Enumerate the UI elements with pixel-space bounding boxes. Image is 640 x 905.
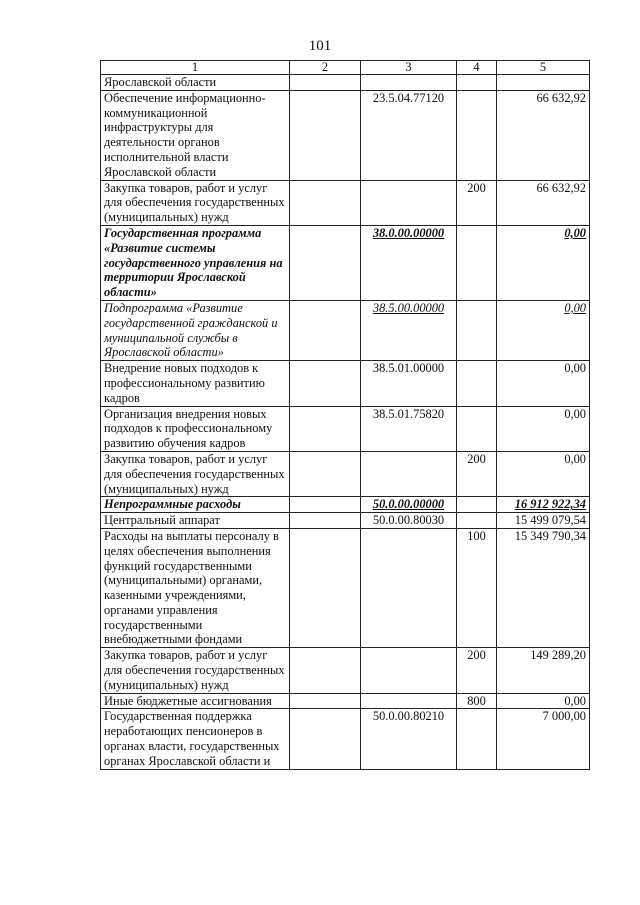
row-amount: 0,00 — [497, 406, 590, 451]
row-type — [457, 709, 497, 769]
row-code — [361, 528, 457, 647]
row-type: 100 — [457, 528, 497, 647]
page-number: 101 — [308, 38, 332, 54]
table-row — [101, 451, 590, 496]
header-col-1: 1 — [101, 61, 290, 75]
row-type — [457, 90, 497, 180]
row-code: 38.5.01.00000 — [361, 361, 457, 406]
row-name: Закупка товаров, работ и услуг для обеспечения государственных (муниципальных) нужд — [101, 180, 290, 225]
row-code: 50.0.00.80030 — [361, 513, 457, 529]
row-name: Обеспечение информационно-коммуникационной инфраструктуры для деятельности органов исполнительной власти Ярославской области — [101, 90, 290, 180]
row-amount: 66 632,92 — [497, 90, 590, 180]
row-name: Государственная поддержка неработающих пенсионеров в органах власти, государственных органах Ярославской области и — [101, 709, 290, 769]
table-row — [101, 513, 590, 529]
row-type: 800 — [457, 693, 497, 709]
table-body — [101, 75, 590, 770]
row-type — [457, 497, 497, 513]
row-col-2 — [290, 693, 361, 709]
row-amount: 0,00 — [497, 225, 590, 300]
row-amount: 15 499 079,54 — [497, 513, 590, 529]
row-type — [457, 406, 497, 451]
row-amount: 0,00 — [497, 361, 590, 406]
row-col-2 — [290, 180, 361, 225]
row-amount: 15 349 790,34 — [497, 528, 590, 647]
row-col-2 — [290, 451, 361, 496]
row-name: Организация внедрения новых подходов к профессиональному развитию обучения кадров — [101, 406, 290, 451]
table-row — [101, 497, 590, 513]
table-row — [101, 709, 590, 769]
row-amount: 0,00 — [497, 451, 590, 496]
row-type: 200 — [457, 648, 497, 693]
header-row — [101, 61, 590, 75]
row-col-2 — [290, 648, 361, 693]
row-amount: 0,00 — [497, 300, 590, 360]
row-name: Государственная программа «Развитие системы государственного управления на территории Ярославской области» — [101, 225, 290, 300]
row-code: 38.0.00.00000 — [361, 225, 457, 300]
row-col-2 — [290, 513, 361, 529]
budget-table — [100, 60, 590, 770]
row-name: Подпрограмма «Развитие государственной гражданской и муниципальной службы в Ярославской области» — [101, 300, 290, 360]
table-row — [101, 361, 590, 406]
row-col-2 — [290, 497, 361, 513]
row-name: Закупка товаров, работ и услуг для обеспечения государственных (муниципальных) нужд — [101, 451, 290, 496]
row-col-2 — [290, 75, 361, 91]
row-col-2 — [290, 225, 361, 300]
row-type — [457, 361, 497, 406]
row-code — [361, 451, 457, 496]
row-code: 38.5.00.00000 — [361, 300, 457, 360]
row-type — [457, 513, 497, 529]
row-name: Иные бюджетные ассигнования — [101, 693, 290, 709]
table-row — [101, 300, 590, 360]
row-col-2 — [290, 709, 361, 769]
table-row — [101, 75, 590, 91]
row-name: Ярославской области — [101, 75, 290, 91]
row-amount: 149 289,20 — [497, 648, 590, 693]
row-code: 50.0.00.80210 — [361, 709, 457, 769]
header-col-2: 2 — [290, 61, 361, 75]
row-amount: 7 000,00 — [497, 709, 590, 769]
row-name: Внедрение новых подходов к профессиональному развитию кадров — [101, 361, 290, 406]
row-name: Закупка товаров, работ и услуг для обеспечения государственных (муниципальных) нужд — [101, 648, 290, 693]
header-col-5: 5 — [497, 61, 590, 75]
row-code — [361, 75, 457, 91]
row-code — [361, 180, 457, 225]
table-row — [101, 90, 590, 180]
row-code — [361, 693, 457, 709]
table-row — [101, 648, 590, 693]
row-col-2 — [290, 528, 361, 647]
row-col-2 — [290, 361, 361, 406]
row-name: Расходы на выплаты персоналу в целях обеспечения выполнения функций государственными (муниципальными) органами, казенными учреждениями, органами управления государственными внебюджетными фондами — [101, 528, 290, 647]
table-row — [101, 693, 590, 709]
row-type — [457, 225, 497, 300]
table-row — [101, 180, 590, 225]
row-code: 50.0.00.00000 — [361, 497, 457, 513]
row-type — [457, 75, 497, 91]
row-amount: 16 912 922,34 — [497, 497, 590, 513]
header-col-4: 4 — [457, 61, 497, 75]
row-col-2 — [290, 300, 361, 360]
header-col-3: 3 — [361, 61, 457, 75]
table-row — [101, 225, 590, 300]
row-code — [361, 648, 457, 693]
row-amount — [497, 75, 590, 91]
row-code: 38.5.01.75820 — [361, 406, 457, 451]
row-type — [457, 300, 497, 360]
row-type: 200 — [457, 180, 497, 225]
row-amount: 0,00 — [497, 693, 590, 709]
row-amount: 66 632,92 — [497, 180, 590, 225]
row-col-2 — [290, 90, 361, 180]
row-name: Центральный аппарат — [101, 513, 290, 529]
table-row — [101, 528, 590, 647]
row-col-2 — [290, 406, 361, 451]
table-row — [101, 406, 590, 451]
row-name: Непрограммные расходы — [101, 497, 290, 513]
row-code: 23.5.04.77120 — [361, 90, 457, 180]
row-type: 200 — [457, 451, 497, 496]
